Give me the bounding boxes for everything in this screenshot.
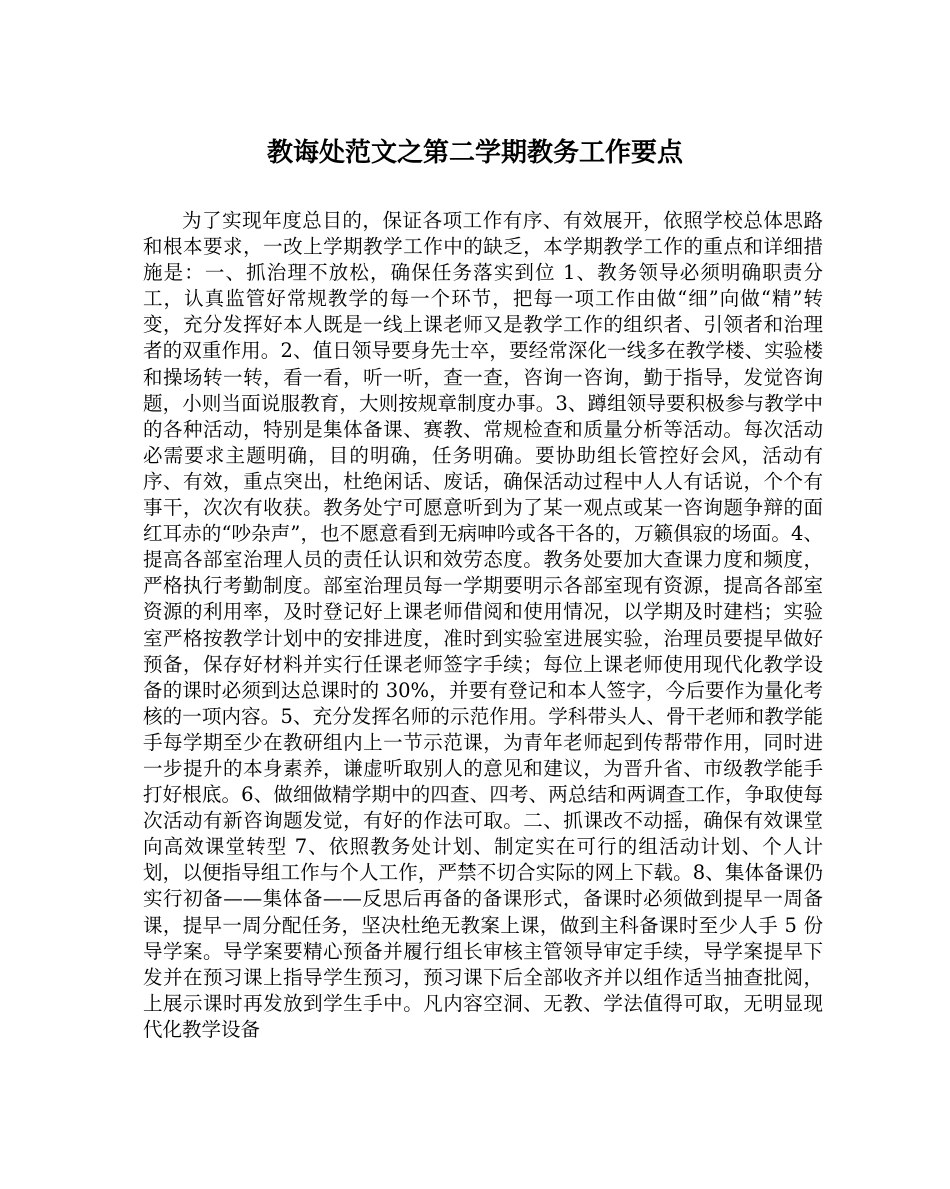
document-title: 教诲处范文之第二学期教务工作要点: [266, 138, 683, 168]
document-body-paragraph: 为了实现年度总目的，保证各项工作有序、有效展开，依照学校总体思路和根本要求，一改上学期教学工作中的缺乏，本学期教学工作的重点和详细措施是：一、抓治理不放松，确保任务落实到位 1、教务领导必须明确职责分工，认真监管好常规教学的每一个环节，把每一项工作由做“细”向做“精”转变，充分发挥好本人既是一线上课老师又是教学工作的组织者、引领者和治理者的双重作用。2、值日领导要身先士卒，要经常深化一线多在教学楼、实验楼和操场转一转，看一看，听一听，查一查，咨询一咨询，勤于指导，发觉咨询题，小则当面说服教育，大则按规章制度办事。3、蹲组领导要积极参与教学中的各种活动，特别是集体备课、赛教、常规检查和质量分析等活动。每次活动必需要求主题明确，目的明确，任务明确。要协助组长管控好会风，活动有序、有效，重点突出，杜绝闲话、废话，确保活动过程中人人有话说，个个有事干，次次有收获。教务处宁可愿意听到为了某一观点或某一咨询题争辩的面红耳赤的“吵杂声”，也不愿意看到无病呻吟或各干各的，万籁俱寂的场面。4、提高各部室治理人员的责任认识和效劳态度。教务处要加大查课力度和频度，严格执行考勤制度。部室治理员每一学期要明示各部室现有资源，提高各部室资源的利用率，及时登记好上课老师借阅和使用情况，以学期及时建档；实验室严格按教学计划中的安排进度，准时到实验室进展实验，治理员要提早做好预备，保存好材料并实行任课老师签字手续；每位上课老师使用现代化教学设备的课时必须到达总课时的 30%，并要有登记和本人签字，今后要作为量化考核的一项内容。5、充分发挥名师的示范作用。学科带头人、骨干老师和教学能手每学期至少在教研组内上一节示范课，为青年老师起到传帮带作用，同时进一步提升的本身素养，谦虚听取别人的意见和建议，为晋升省、市级教学能手打好根底。6、做细做精学期中的四查、四考、两总结和两调查工作，争取使每次活动有新咨询题发觉，有好的作法可取。二、抓课改不动摇，确保有效课堂向高效课堂转型 7、依照教务处计划、制定实在可行的组活动计划、个人计划，以便指导组工作与个人工作，严禁不切合实际的网上下载。8、集体备课仍实行初备——集体备——反思后再备的备课形式，备课时必须做到提早一周备课，提早一周分配任务，坚决杜绝无教案上课，做到主科备课时至少人手 5 份导学案。导学案要精心预备并履行组长审核主管领导审定手续，导学案提早下发并在预习课上指导学生预习，预习课下后全部收齐并以组作适当抽查批阅，上展示课时再发放到学生手中。凡内容空洞、无教、学法值得可取，无明显现代化教学设备: [143, 209, 823, 1041]
